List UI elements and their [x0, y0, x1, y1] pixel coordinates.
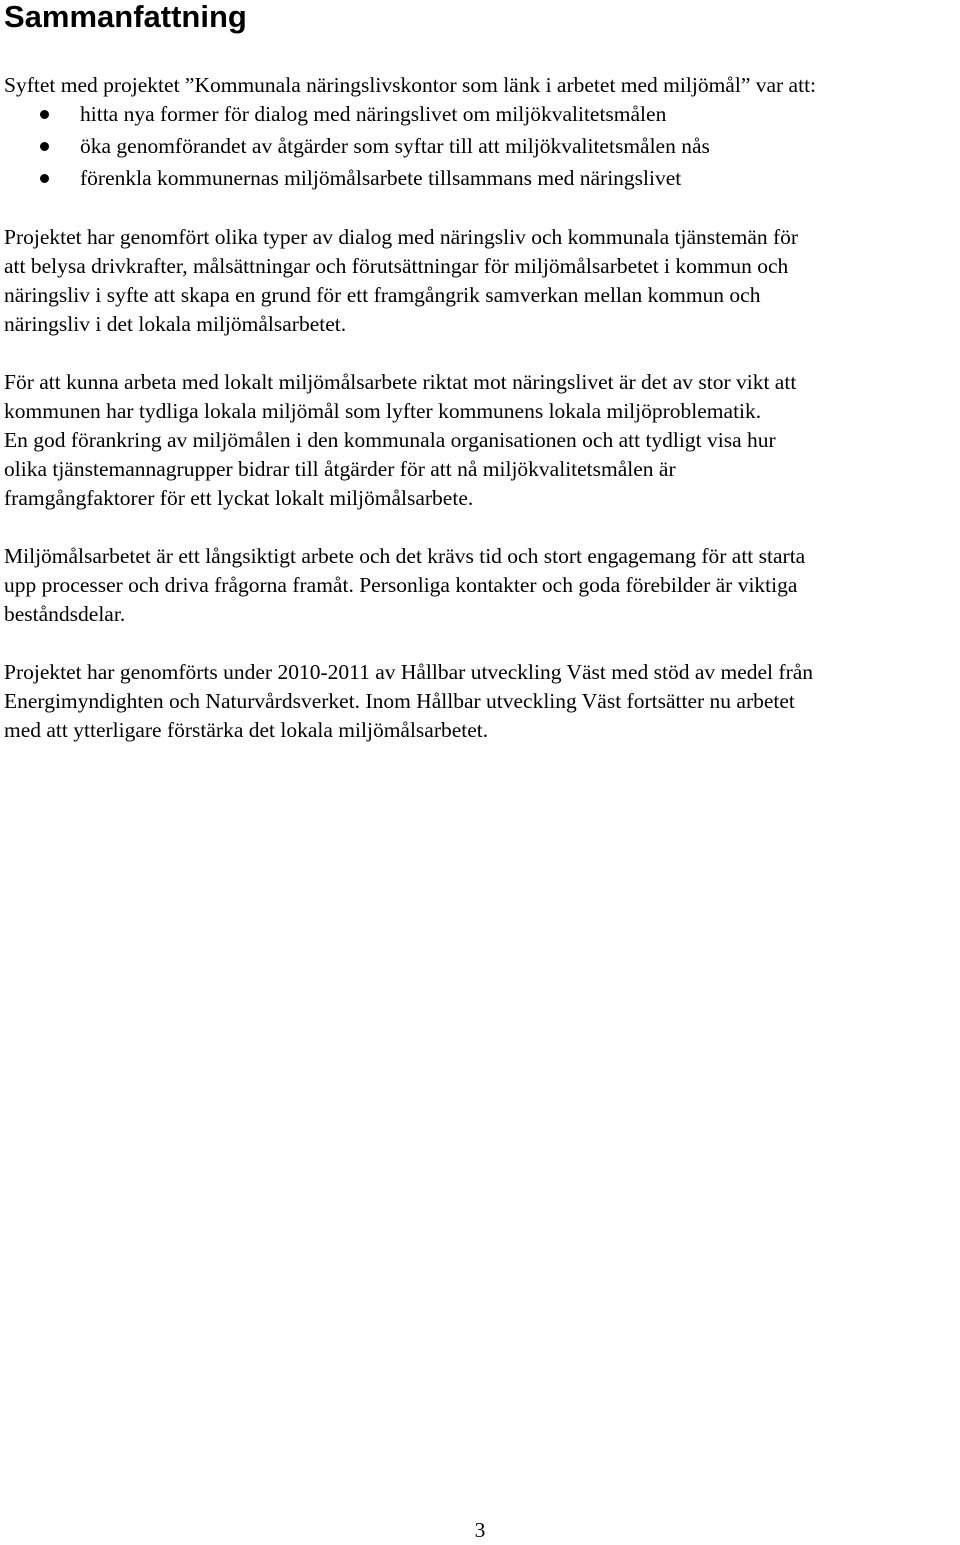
paragraph-line: näringsliv i det lokala miljömålsarbetet. [4, 312, 347, 336]
paragraph-dialog [4, 223, 960, 339]
paragraph-line: framgångfaktorer för ett lyckat lokalt miljömålsarbete. [4, 486, 474, 510]
paragraph-line: Projektet har genomfört olika typer av dialog med näringsliv och kommunala tjänstemän för [4, 225, 799, 249]
paragraph-line: beståndsdelar. [4, 602, 126, 626]
bullet-text: öka genomförandet av åtgärder som syftar till att miljökvalitetsmålen nås [80, 134, 710, 158]
paragraph-local-goals [4, 368, 960, 513]
paragraph-line: Projektet har genomförts under 2010-2011 av Hållbar utveckling Väst med stöd av medel från [4, 660, 814, 684]
paragraph-line: För att kunna arbeta med lokalt miljömålsarbete riktat mot näringslivet är det av stor vikt att [4, 370, 797, 394]
bullet-icon [40, 142, 49, 151]
paragraph-line: att belysa drivkrafter, målsättningar och förutsättningar för miljömålsarbetet i kommun och [4, 254, 789, 278]
paragraph-line: En god förankring av miljömålen i den kommunala organisationen och att tydligt visa hur [4, 428, 776, 452]
paragraph-line: näringsliv i syfte att skapa en grund för ett framgångrik samverkan mellan kommun och [4, 283, 761, 307]
paragraph-line: Energimyndighten och Naturvårdsverket. Inom Hållbar utveckling Väst fortsätter nu arbetet [4, 689, 795, 713]
intro-text: Syftet med projektet ”Kommunala näringslivskontor som länk i arbetet med miljömål” var att: [4, 73, 817, 97]
page-title: Sammanfattning [4, 0, 247, 34]
bullet-text: hitta nya former för dialog med näringslivet om miljökvalitetsmålen [80, 102, 667, 126]
paragraph-line: Miljömålsarbetet är ett långsiktigt arbete och det krävs tid och stort engagemang för att starta [4, 544, 806, 568]
paragraph-line: kommunen har tydliga lokala miljömål som lyfter kommunens lokala miljöproblematik. [4, 399, 762, 423]
bullet-icon [40, 174, 49, 183]
paragraph-long-term [4, 542, 960, 629]
bullet-icon [40, 110, 49, 119]
paragraph-line: med att ytterligare förstärka det lokala miljömålsarbetet. [4, 718, 489, 742]
paragraph-project-funding [4, 658, 960, 745]
bullet-text: förenkla kommunernas miljömålsarbete tillsammans med näringslivet [80, 166, 682, 190]
paragraph-line: olika tjänstemannagrupper bidrar till åtgärder för att nå miljökvalitetsmålen är [4, 457, 676, 481]
page-number: 3 [474, 1518, 486, 1542]
paragraph-line: upp processer och driva frågorna framåt. Personliga kontakter och goda förebilder är viktiga [4, 573, 798, 597]
